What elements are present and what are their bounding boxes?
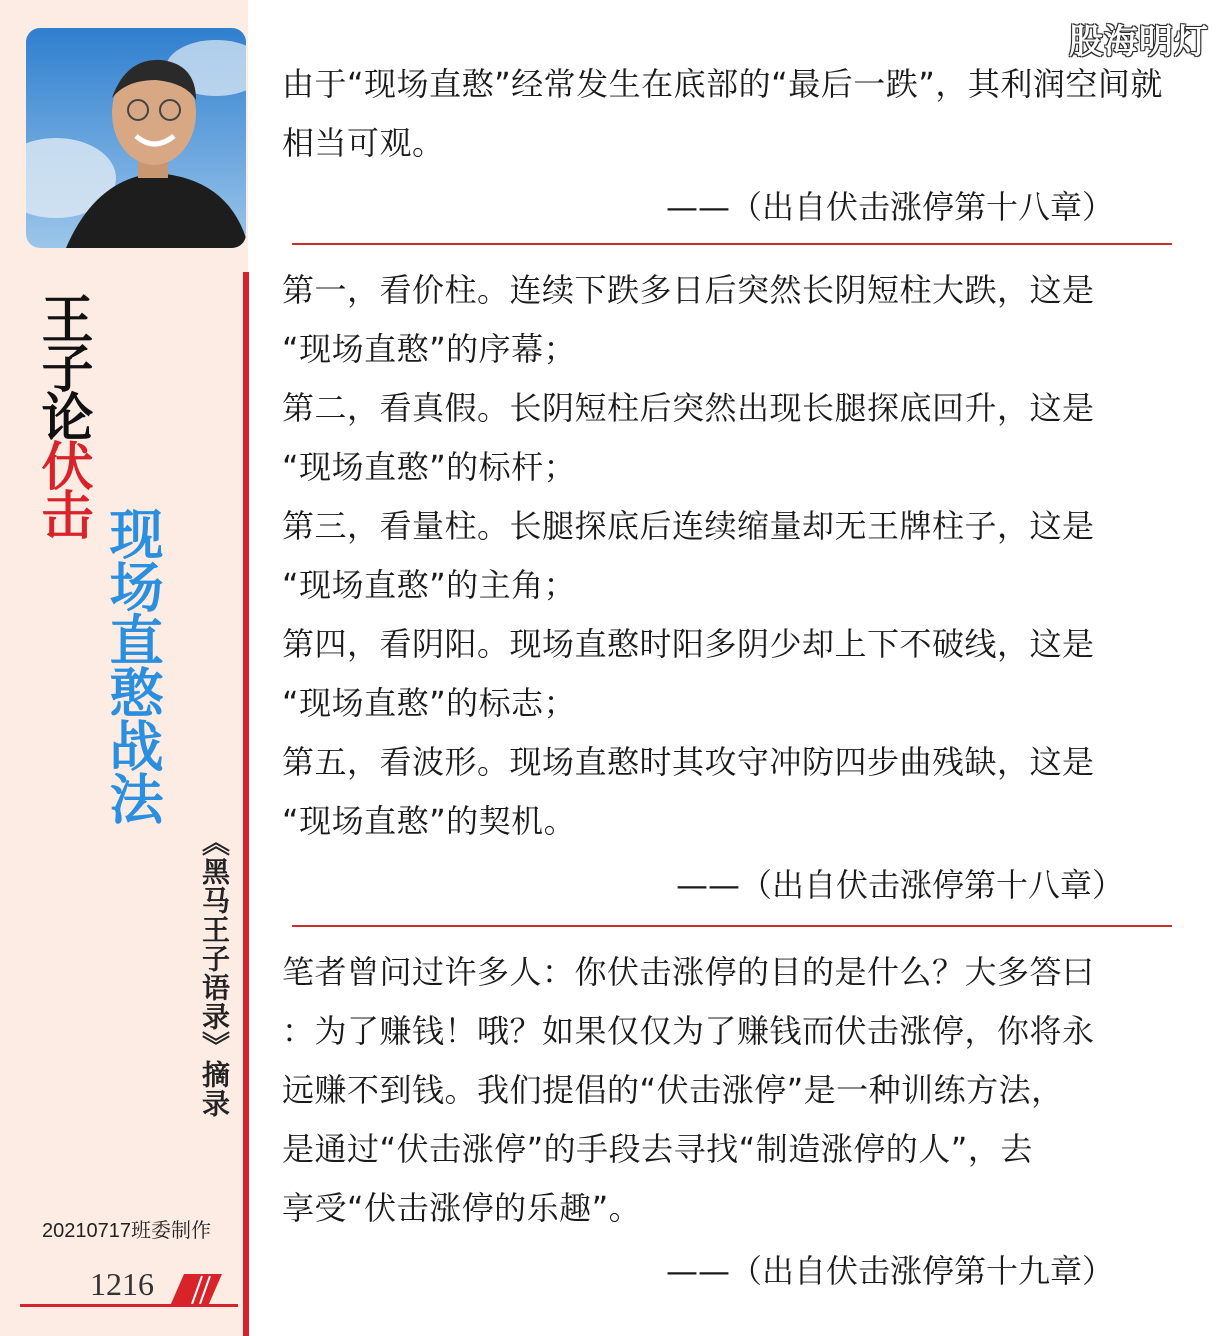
red-slash-icon [170,1274,222,1306]
column-title [32,292,93,537]
list-item: 第五，看波形。现场直憨时其攻守冲防四步曲残缺，这是 [282,743,1095,781]
section1-source: ——（出自伏击涨停第十八章） [666,188,1115,226]
section3-text [282,943,1182,1238]
divider-2 [292,925,1172,927]
list-item: 第四，看阴阳。现场直憨时阳多阴少却上下不破线，这是 [282,625,1095,663]
list-item: “现场直憨”的序幕； [282,330,577,368]
author-photo [26,28,246,248]
list-item: 第二，看真假。长阴短柱后突然出现长腿探底回升，这是 [282,389,1095,427]
list-item: “现场直憨”的标志； [282,684,577,722]
list-item: “现场直憨”的契机。 [282,802,577,840]
divider-1 [292,243,1172,245]
sidebar-red-rule [243,272,249,1336]
section3-source: ——（出自伏击涨停第十九章） [666,1252,1115,1290]
watermark: 股海明灯 [1069,22,1209,62]
book-source: 《黑马王子语录》摘录 [198,828,231,1118]
list-item: “现场直憨”的主角； [282,566,577,604]
text-line: 是通过“伏击涨停”的手段去寻找“制造涨停的人”，去 [282,1130,1033,1168]
list-item: 第一，看价柱。连续下跌多日后突然长阴短柱大跌，这是 [282,271,1095,309]
section1-text: 由于“现场直憨”经常发生在底部的“最后一跌”，其利润空间就相当可观。 [282,65,1163,162]
list-item: 第三，看量柱。长腿探底后连续缩量却无王牌柱子，这是 [282,507,1095,545]
maker-credit: 20210717班委制作 [42,1220,211,1242]
title-red-part: 伏击 [32,439,93,537]
article-title: 现场直憨战法 [101,506,165,824]
section2-list [282,261,1182,851]
sidebar-bottom-rule [20,1304,238,1307]
list-item: “现场直憨”的标杆； [282,448,577,486]
title-black-part: 王子论 [32,292,93,439]
text-line: 笔者曾问过许多人：你伏击涨停的目的是什么？大多答曰 [282,953,1095,991]
text-line: 享受“伏击涨停的乐趣”。 [282,1189,642,1227]
text-line: ：为了赚钱！哦？如果仅仅为了赚钱而伏击涨停，你将永 [282,1012,1095,1050]
section2-source: ——（出自伏击涨停第十八章） [676,866,1125,904]
page-number: 1216 [90,1266,154,1302]
text-line: 远赚不到钱。我们提倡的“伏击涨停”是一种训练方法， [282,1071,1064,1109]
